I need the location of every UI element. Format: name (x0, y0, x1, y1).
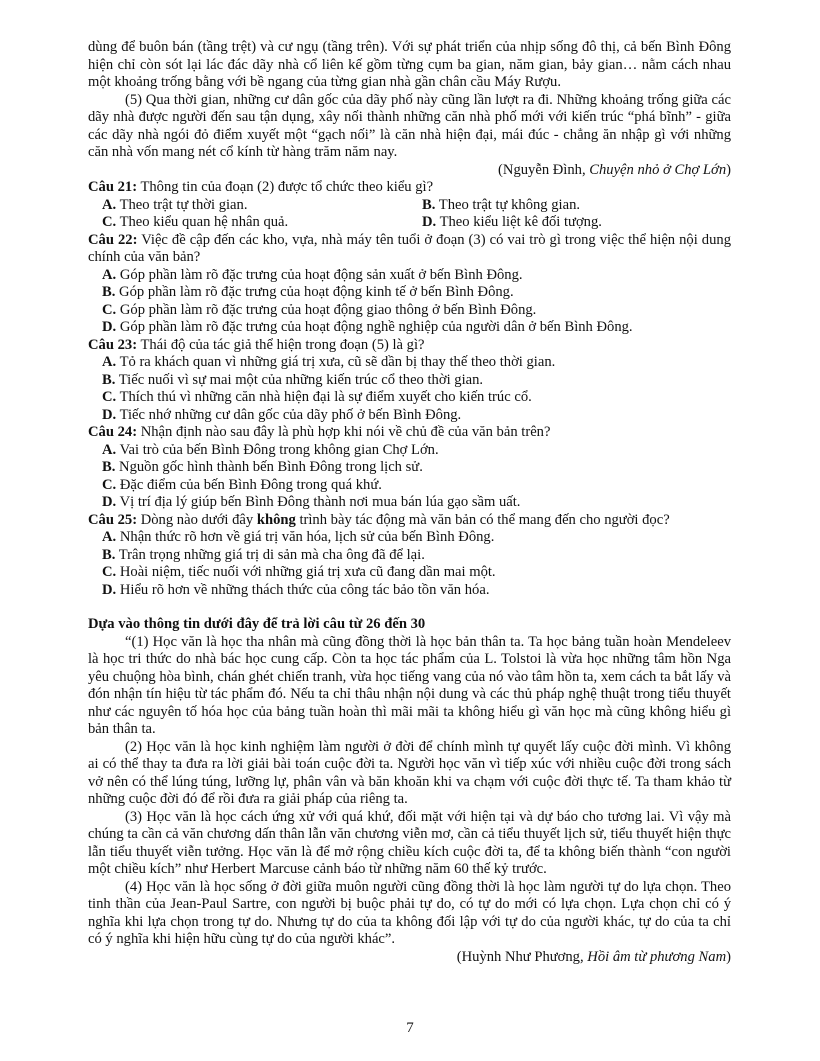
question-22 (88, 232, 731, 337)
option-label: C. (102, 564, 117, 580)
question-21 (88, 179, 731, 232)
page-content (88, 39, 731, 966)
option-label: D. (102, 406, 117, 423)
question-text: Nhận định nào sau đây là phù hợp khi nói về chủ đề của văn bản trên? (137, 424, 551, 440)
option-text: Tỏ ra khách quan vì những giá trị xưa, cũ sẽ dần bị thay thế theo thời gian. (116, 354, 556, 370)
option-text: Góp phần làm rõ đặc trưng của hoạt động kinh tế ở bến Bình Đông. (115, 284, 514, 300)
option-d[interactable] (422, 214, 742, 232)
option-label: D. (422, 214, 437, 230)
option-text: Theo trật tự không gian. (435, 196, 581, 213)
question-label: Câu 25: (88, 511, 138, 528)
question-24 (88, 424, 731, 512)
option-c[interactable] (88, 477, 731, 495)
option-text: Góp phần làm rõ đặc trưng của hoạt động giao thông ở bến Bình Đông. (116, 301, 537, 318)
question-label: Câu 22: (88, 231, 138, 248)
question-label: Câu 23: (88, 336, 138, 353)
option-text: Đặc điểm của bến Bình Đông trong quá khứ. (116, 476, 382, 493)
option-a[interactable] (102, 197, 422, 215)
option-text: Tiếc nhớ những cư dân gốc của dãy phố ở bến Bình Đông. (116, 406, 462, 423)
option-text: Nhận thức rõ hơn về giá trị văn hóa, lịch sử của bến Bình Đông. (116, 529, 495, 545)
option-c[interactable] (102, 214, 422, 232)
option-a[interactable] (88, 267, 731, 285)
question-label: Câu 24: (88, 424, 138, 440)
option-label: D. (102, 494, 117, 510)
question-stem (88, 337, 731, 355)
option-c[interactable] (88, 564, 731, 582)
option-text: Vị trí địa lý giúp bến Bình Đông thành nơi mua bán lúa gạo sầm uất. (116, 494, 521, 510)
question-stem (88, 512, 731, 530)
question-text-rest: trình bày tác động mà văn bản có thể mang đến cho người đọc? (295, 511, 670, 528)
option-label: C. (102, 476, 117, 493)
option-text: Hiểu rõ hơn về những thách thức của công tác bảo tồn văn hóa. (116, 581, 490, 598)
option-label: C. (102, 214, 117, 230)
option-text: Theo kiểu liệt kê đối tượng. (436, 214, 602, 230)
source-close: ) (726, 161, 731, 178)
question-stem (88, 232, 731, 267)
option-d[interactable] (88, 494, 731, 512)
option-label: A. (102, 529, 117, 545)
option-c[interactable] (88, 389, 731, 407)
option-label: A. (102, 354, 117, 370)
option-label: B. (102, 546, 116, 563)
option-b[interactable] (422, 197, 742, 215)
source-author: (Nguyễn Đình, (498, 161, 590, 178)
option-d[interactable] (88, 582, 731, 600)
option-label: A. (102, 196, 117, 213)
source-title: Chuyện nhỏ ở Chợ Lớn (589, 161, 727, 178)
option-a[interactable] (88, 529, 731, 547)
option-label: B. (102, 459, 116, 475)
option-label: C. (102, 389, 117, 405)
question-text: Việc đề cập đến các kho, vựa, nhà máy tên tuổi ở đoạn (3) có vai trò gì trong việc thể hiện nội dung chính của văn bản? (88, 231, 731, 265)
option-b[interactable] (88, 284, 731, 302)
source-author: (Huỳnh Như Phương, (456, 948, 588, 965)
page-number: 7 (406, 1020, 414, 1036)
option-b[interactable] (88, 372, 731, 390)
option-text: Theo trật tự thời gian. (116, 196, 248, 213)
option-grid (88, 197, 731, 232)
essay-paragraph-3: (3) Học văn là học cách ứng xử với quá khứ, đối mặt với hiện tại và dự báo cho tương lai. Vì vậy mà chúng ta cần cả văn chương dấn thân lẫn văn chương viễn mơ, cần cả tiểu thuyết lịch sử, tiểu thuyết hiện thực lẫn tiểu thuyết viễn tưởng. Học văn là để mở rộng chiều kích cuộc đời ta, để ta không biến thành “con người một chiều kích” như Herbert Marcuse cảnh báo từ những năm 60 thế kỷ trước. (88, 808, 731, 877)
option-text: Thích thú vì những căn nhà hiện đại là sự điểm xuyết cho kiến trúc cổ. (116, 389, 532, 405)
question-text: Thái độ của tác giả thể hiện trong đoạn (5) là gì? (137, 336, 425, 353)
question-emphasis: không (256, 511, 296, 528)
essay-paragraph-1: “(1) Học văn là học tha nhân mà cũng đồng thời là học bản thân ta. Ta học bảng tuần hoàn Mendeleev là học tri thức do nhà bác học cung cấp. Còn ta học tác phẩm của L. Tolstoi là vừa học những tâm hồn Nga yêu chuộng hòa bình, chán ghét chiến tranh, vừa học tiếng vang của nó vào tâm hồn ta, xem cách ta bắt lấy và đón nhận tín hiệu từ tác phẩm đó. Nếu ta chỉ thâu nhận nội dung và các thủ pháp nghệ thuật trong tiểu thuyết như các nguyên tố hóa học của bảng tuần hoàn thì mãi mãi ta không hiểu gì văn học mà cũng không hiểu gì bản thân ta. (88, 633, 731, 737)
passage-paragraph-continued: dùng để buôn bán (tầng trệt) và cư ngụ (tầng trên). Với sự phát triển của nhịp sống đô thị, cả bến Bình Đông hiện chỉ còn sót lại lác đác dãy nhà cổ liên kế gồm từng cụm ba gian, năm gian, bảy gian… nằm cách nhau một khoảng trống bằng với bề ngang của từng gian nhà gần chân cầu Máy Rượu. (88, 39, 731, 90)
essay-paragraph-2: (2) Học văn là học kinh nghiệm làm người ở đời để chính mình tự quyết lấy cuộc đời mình. Vì không ai có thể thay ta đưa ra lời giải bài toán cuộc đời ta. Người học văn vì tiếp xúc với nhiều cuộc đời trong sách vở nên có thể lúng túng, lưỡng lự, phân vân và băn khoăn khi va chạm với cuộc đời thực tế. Ta tham khảo từ những cuộc đời đó để rồi đưa ra giải pháp của riêng ta. (88, 738, 731, 807)
option-text: Tiếc nuối vì sự mai một của những kiến trúc cổ theo thời gian. (115, 371, 484, 388)
option-text: Góp phần làm rõ đặc trưng của hoạt động sản xuất ở bến Bình Đông. (116, 266, 523, 283)
section-heading: Dựa vào thông tin dưới đây để trả lời câu từ 26 đến 30 (88, 616, 426, 632)
option-b[interactable] (88, 547, 731, 565)
option-text: Vai trò của bến Bình Đông trong không gian Chợ Lớn. (116, 441, 439, 458)
question-25 (88, 512, 731, 600)
question-23 (88, 337, 731, 425)
option-text: Hoài niệm, tiếc nuối với những giá trị xưa cũ đang dần mai một. (116, 564, 496, 580)
source-title: Hồi âm từ phương Nam (587, 948, 727, 965)
option-a[interactable] (88, 442, 731, 460)
question-text: Dòng nào dưới đây (137, 511, 257, 528)
option-label: D. (102, 319, 117, 335)
essay-paragraph-4: (4) Học văn là học sống ở đời giữa muôn người cũng đồng thời là học làm người tự do lựa chọn. Theo tinh thần của Jean-Paul Sartre, con người bị buộc phải tự do, có tự do mới có lựa chọn. Lựa chọn chỉ có ý nghĩa khi lựa chọn trong tự do. Nhưng tự do của ta không đối lập với tự do của người khác, tự do của ta chỉ có ý nghĩa khi hiện hữu cùng tự do của người khác”. (88, 878, 731, 947)
option-text: Góp phần làm rõ đặc trưng của hoạt động nghề nghiệp của người dân ở bến Bình Đông. (116, 319, 633, 335)
option-d[interactable] (88, 319, 731, 337)
passage-paragraph-5: (5) Qua thời gian, những cư dân gốc của dãy phố này cũng lần lượt ra đi. Những khoảng trống giữa các dãy nhà được người đến sau tận dụng, xây nối thành những căn nhà phố mới với kiến trúc “phá bĩnh” - giữa các dãy nhà ngói đỏ điểm xuyết một “gạch nối” là căn nhà hiện đại, mái đúc - chẳng ăn nhập gì với những căn nhà vốn mang nét cổ kính từ hàng trăm năm nay. (88, 91, 731, 160)
question-stem (88, 424, 731, 442)
source-close: ) (726, 948, 731, 965)
question-label: Câu 21: (88, 179, 138, 195)
option-b[interactable] (88, 459, 731, 477)
option-a[interactable] (88, 354, 731, 372)
question-text: Thông tin của đoạn (2) được tổ chức theo kiểu gì? (137, 179, 434, 195)
option-text: Theo kiểu quan hệ nhân quả. (116, 214, 289, 230)
passage-source (88, 162, 731, 180)
option-label: C. (102, 301, 117, 318)
option-label: A. (102, 266, 117, 283)
option-label: B. (102, 284, 116, 300)
option-label: A. (102, 441, 117, 458)
option-text: Trân trọng những giá trị di sản mà cha ông đã để lại. (115, 546, 425, 563)
option-label: B. (422, 196, 436, 213)
option-d[interactable] (88, 407, 731, 425)
question-stem (88, 179, 731, 197)
option-label: B. (102, 371, 116, 388)
option-c[interactable] (88, 302, 731, 320)
option-text: Nguồn gốc hình thành bến Bình Đông trong lịch sử. (115, 459, 423, 475)
essay-source (88, 949, 731, 967)
option-label: D. (102, 581, 117, 598)
